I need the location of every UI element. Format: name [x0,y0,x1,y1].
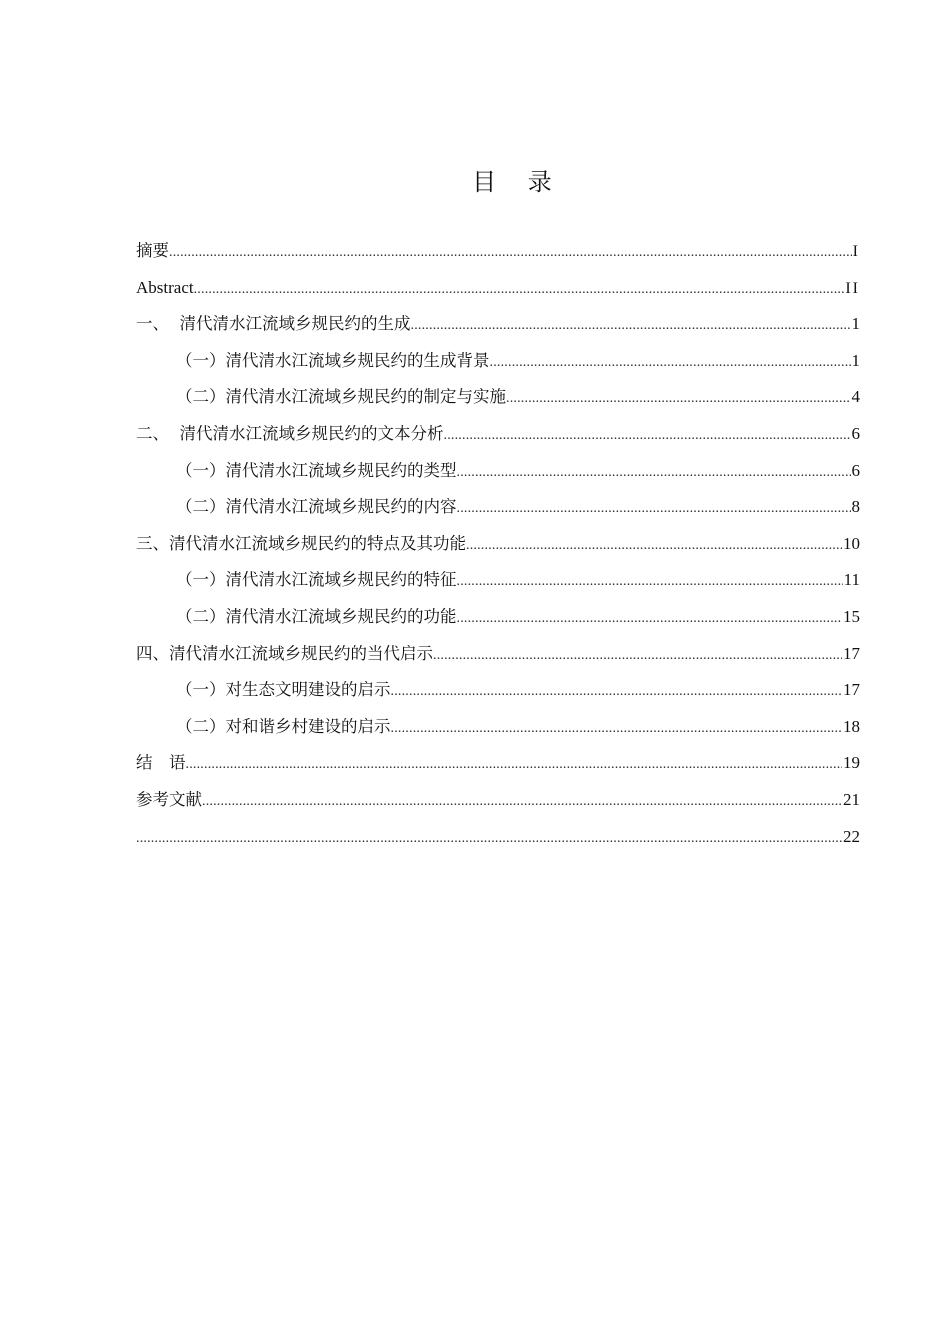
toc-entry-references[interactable] [136,782,860,819]
toc-dot-leader [391,711,843,748]
toc-dot-leader [444,418,851,455]
toc-entry-text: 二、 清代清水江流域乡规民约的文本分析 [136,423,444,443]
toc-entry-text: （二）清代清水江流域乡规民约的内容 [176,497,457,517]
toc-page-number: I [852,243,860,260]
toc-entry-text: （一）对生态文明建设的启示 [176,680,391,700]
toc-entry-section-2-1[interactable] [136,453,860,490]
toc-entry-section-2-2[interactable] [136,489,860,526]
toc-page-number: 22 [843,826,860,846]
toc-page-number: 8 [851,497,860,517]
toc-entry-text: （一）清代清水江流域乡规民约的特征 [176,570,457,590]
toc-page-number: 10 [843,533,860,553]
toc-page-number: 1 [851,314,860,334]
toc-entry-untitled[interactable] [136,819,860,856]
toc-page-number: 11 [843,570,860,590]
toc-entry-section-4-1[interactable] [136,672,860,709]
toc-page-number: 15 [843,606,860,626]
toc-entry-text: 一、 清代清水江流域乡规民约的生成 [136,314,411,334]
toc-entry-text: （二）清代清水江流域乡规民约的功能 [176,606,457,626]
toc-entry-chapter-2[interactable] [136,416,860,453]
toc-dot-leader [202,784,842,821]
toc-entry-text: 三、清代清水江流域乡规民约的特点及其功能 [136,533,466,553]
toc-dot-leader [194,272,845,309]
toc-dot-leader [186,747,843,784]
toc-entry-chapter-3[interactable] [136,526,860,563]
toc-entry-conclusion[interactable] [136,745,860,782]
toc-dot-leader [457,601,843,638]
toc-page-number: II [845,279,860,297]
toc-dot-leader [506,381,851,418]
toc-entry-text: （二）对和谐乡村建设的启示 [176,716,391,736]
toc-dot-leader [433,638,842,675]
toc-entry-section-1-2[interactable] [136,379,860,416]
toc-entry-text: 摘要 [136,241,169,260]
page-title: 目 录 [472,168,564,196]
toc-dot-leader [457,564,843,601]
toc-page-number: 19 [843,753,860,773]
toc-entry-section-4-2[interactable] [136,709,860,746]
toc-entry-text: （二）清代清水江流域乡规民约的制定与实施 [176,387,506,407]
table-of-contents [136,233,860,855]
toc-page-number: 6 [851,423,860,443]
toc-dot-leader [490,345,851,382]
toc-page-number: 21 [843,789,860,809]
toc-entry-text: Abstract [136,277,194,297]
toc-page-number: 1 [851,350,860,370]
toc-entry-text: （一）清代清水江流域乡规民约的生成背景 [176,350,490,370]
toc-dot-leader [457,491,851,528]
toc-dot-leader [391,674,843,711]
toc-entry-text: （一）清代清水江流域乡规民约的类型 [176,460,457,480]
toc-page-number: 17 [843,680,860,700]
toc-entry-chapter-4[interactable] [136,636,860,673]
toc-dot-leader [466,528,842,565]
toc-entry-text: 四、清代清水江流域乡规民约的当代启示 [136,643,433,663]
toc-page-number: 18 [843,716,860,736]
toc-page-number: 6 [851,460,860,480]
toc-dot-leader [136,821,842,858]
toc-dot-leader [411,308,851,345]
toc-entry-section-3-2[interactable] [136,599,860,636]
toc-entry-chapter-1[interactable] [136,306,860,343]
toc-entry-section-1-1[interactable] [136,343,860,380]
toc-entry-abstract-cn[interactable] [136,233,860,270]
toc-entry-text: 参考文献 [136,789,202,809]
toc-entry-text: 结 语 [136,753,186,773]
toc-page-number: 17 [843,643,860,663]
toc-entry-section-3-1[interactable] [136,562,860,599]
toc-entry-abstract-en[interactable] [136,270,860,307]
toc-dot-leader [169,235,852,272]
toc-dot-leader [457,455,851,492]
toc-page-number: 4 [851,387,860,407]
